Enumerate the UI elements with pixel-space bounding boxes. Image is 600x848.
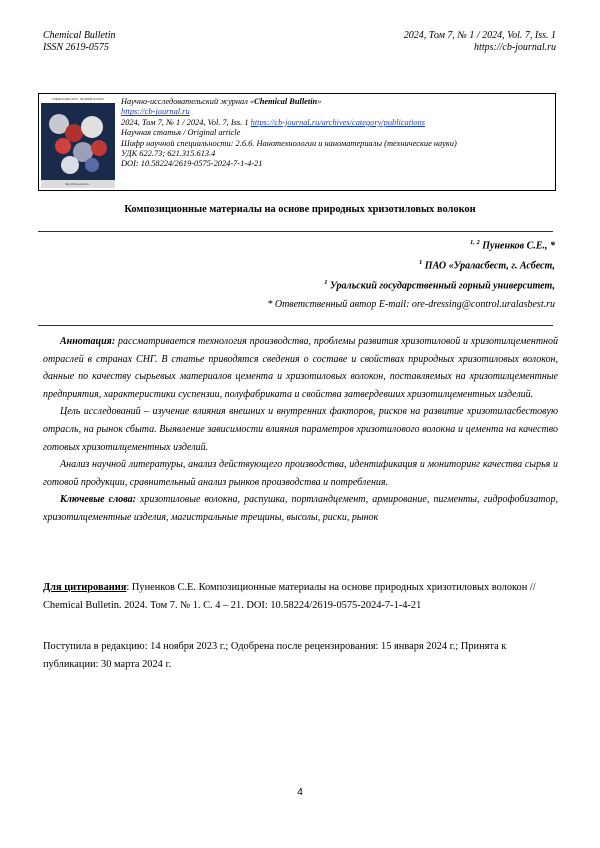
article-type: Научная статья / Original article (121, 128, 241, 138)
author-name: $^{1, 2}$ Пуненков С.Е., * (469, 239, 555, 252)
affiliation-1: $^1$ ПАО «Ураласбест, г. Асбест, (419, 259, 555, 272)
citation-label: Для цитирования (43, 582, 127, 593)
article-info (121, 97, 457, 170)
abstract (43, 333, 558, 527)
authors-rule (38, 325, 553, 326)
article-title: Композиционные материалы на основе природных хризотиловых волокон (124, 204, 476, 215)
abstract-paragraph-1: Аннотация: рассматривается технология производства, проблемы развития хризотиловой и хризотилцементной отраслей в странах СНГ. В статье приводятся сведения о составе и свойствах природных хризотиловых волокон, данные по качеству сырьевых материалов цемента и хризотиловых волокон, поставляемых на хризотилцементные предприятия, характеристики суспензии, полуфабриката и свойства затвердевших хризотилцементных изделий. (43, 336, 558, 400)
running-header-right (404, 30, 556, 54)
cover-bottom-text: http://cb-journal.ru (65, 182, 90, 186)
page-number: 4 (297, 787, 303, 798)
abstract-paragraph-2: Цель исследований – изучение влияния внешних и внутренних факторов, рисков на развитие хризотиласбестовую отрасль, на рынок сбыта. Выявление зависимости влияния параметров хризотилового волокна и цемента на качество готовых хризотилцементных изделий. (43, 406, 558, 453)
keywords: Ключевые слова: хризотиловые волокна, распушка, портландцемент, армирование, пигменты, гидрофобизатор, хризотилцементные изделия, магистральные трещины, высолы, риски, рынок (43, 494, 558, 523)
publications-link[interactable]: https://cb-journal.ru/archives/category/publications (250, 117, 426, 127)
cover-top-text: CHEMICAL BULLETIN · НАУЧНЫЙ ЖУРНАЛ (52, 98, 104, 101)
specialty-code: Шифр научной специальности: 2.6.6. Нанотехнологии и наноматериалы (технические науки) (121, 138, 457, 148)
running-header-left (43, 30, 116, 54)
submission-dates: Поступила в редакцию: 14 ноября 2023 г.; Одобрена после рецензирования: 15 января 2024 г.; Принята к публикации: 30 марта 2024 г. (43, 641, 507, 670)
site-url[interactable]: https://cb-journal.ru (474, 42, 556, 53)
issue-info: 2024, Том 7, № 1 / 2024, Vol. 7, Iss. 1 (403, 30, 556, 41)
issn: ISSN 2619-0575 (43, 42, 109, 53)
affiliation-2: $^1$ Уральский государственный горный университет, (324, 279, 555, 292)
title-rule (38, 231, 553, 232)
journal-name: Chemical Bulletin (43, 30, 116, 41)
journal-link[interactable]: https://cb-journal.ru (121, 107, 190, 117)
issue-line: 2024, Том 7, № 1 / 2024, Vol. 7, Iss. 1 https://cb-journal.ru/archives/category/publications (121, 117, 426, 127)
journal-line: Научно-исследовательский журнал «Chemical Bulletin» (121, 97, 322, 106)
corresponding-author: * Ответственный автор E-mail: ore-dressing@control.uralasbest.ru (267, 299, 555, 310)
udc: УДК 622.73; 621.315.613.4 (121, 149, 216, 159)
journal-cover-image (41, 96, 115, 188)
article-info-box (38, 93, 556, 191)
doi: DOI: 10.58224/2619-0575-2024-7-1-4-21 (121, 159, 263, 169)
abstract-paragraph-3: Анализ научной литературы, анализ действующего производства, идентификация и мониторинг качества сырья и готовой продукции, сравнительный анализ рынков производства и потребления. (43, 459, 558, 488)
citation: Для цитирования: Пуненков С.Е. Композиционные материалы на основе природных хризотиловых волокон // Chemical Bulletin. 2024. Том 7. № 1. С. 4 – 21. DOI: 10.58224/2619-0575-2024-7-1-4-21 (43, 582, 536, 611)
